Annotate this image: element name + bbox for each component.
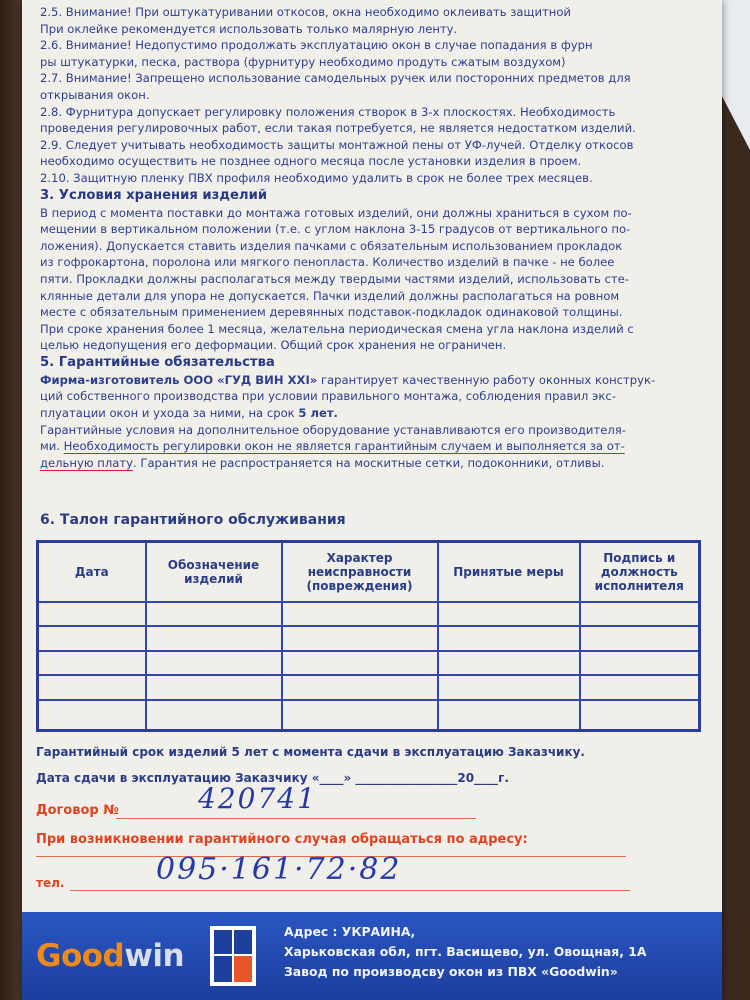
- column-header-measures: Принятые меры: [438, 542, 580, 603]
- warranty-text: ми.: [40, 439, 64, 454]
- warranty-period: 5 лет.: [298, 406, 338, 421]
- column-header-product: Обозначение изделий: [146, 542, 282, 603]
- storage-line: целью недопущения его деформации. Общий срок хранения не ограничен.: [40, 338, 507, 353]
- contact-label: При возникновении гарантийного случая обращаться по адресу:: [36, 832, 528, 847]
- window-logo-icon: [208, 924, 258, 988]
- section-5-title: 5. Гарантийные обязательства: [40, 354, 275, 370]
- storage-line: мещении в вертикальном положении (т.е. с углом наклона 3-15 градусов от вертикального по-: [40, 222, 631, 237]
- underlined-clause: дельную плату: [40, 455, 133, 470]
- storage-line: ложения). Допускается ставить изделия пачками с обязательным использованием прокладок: [40, 238, 623, 253]
- address-line-2: Харьковская обл, пгт. Васищево, ул. Овощная, 1А: [284, 944, 647, 959]
- storage-line: клянные детали для упора не допускается. Пачки изделий должны располагаться на ровном: [40, 288, 620, 303]
- warranty-text: гарантирует качественную работу оконных конструк-: [317, 372, 656, 387]
- section-3-title: 3. Условия хранения изделий: [40, 187, 268, 203]
- storage-line: из гофрокартона, поролона или мягкого пенопласта. Количество изделий в пачке - не более: [40, 255, 615, 270]
- warranty-line: [40, 438, 708, 455]
- column-header-date: Дата: [38, 542, 146, 603]
- column-header-defect: Характер неисправности (повреждения): [282, 542, 438, 603]
- phone-number-handwritten: 095·161·72·82: [156, 852, 402, 887]
- company-name: ООО «ГУД ВИН XXI»: [183, 372, 318, 387]
- instruction-line: 2.9. Следует учитывать необходимость защиты монтажной пены от УФ-лучей. Отделку откосов: [40, 137, 634, 152]
- instruction-line: открывания окон.: [40, 87, 150, 102]
- instruction-line: 2.8. Фурнитура допускает регулировку положения створок в 3-х плоскостях. Необходимость: [40, 104, 616, 119]
- warranty-line: ций собственного производства при условии правильного монтажа, соблюдения правил экс-: [40, 389, 616, 404]
- warranty-line: [40, 455, 708, 472]
- instruction-line: ры штукатурки, песка, раствора (фурнитуру необходимо продуть сжатым воздухом): [40, 54, 566, 69]
- document-text: [40, 4, 708, 471]
- table-row: [38, 651, 700, 675]
- logo-text-good: Good: [36, 938, 125, 974]
- instruction-line: 2.6. Внимание! Недопустимо продолжать эксплуатацию окон в случае попадания в фурн: [40, 38, 593, 53]
- warranty-term: [36, 745, 585, 759]
- warranty-line: [40, 405, 708, 422]
- logo-text-win: win: [124, 938, 185, 974]
- instruction-line: 2.10. Защитную пленку ПВХ профиля необходимо удалить в срок не более трех месяцев.: [40, 170, 593, 185]
- storage-line: пяти. Прокладки должны располагаться между твердыми частями изделий, использовать сте-: [40, 271, 629, 286]
- warranty-term-period: 5 лет: [231, 745, 268, 759]
- table-row: [38, 700, 700, 731]
- phone-underline: [70, 890, 630, 891]
- table-row: [38, 626, 700, 650]
- warranty-text: . Гарантия не распространяется на москитные сетки, подоконники, отливы.: [133, 455, 605, 470]
- instruction-line: проведения регулировочных работ, если такая потребуется, не является недостатком изделий.: [40, 121, 636, 136]
- address-line-3: Завод по производсву окон из ПВХ «Goodwin»: [284, 964, 618, 979]
- address-line-1: Адрес : УКРАИНА,: [284, 924, 416, 939]
- column-header-signature: Подпись и должность исполнителя: [580, 542, 700, 603]
- warranty-document: [22, 0, 722, 1000]
- warranty-line: [40, 372, 708, 389]
- contract-label: Договор №: [36, 803, 119, 818]
- storage-line: В период с момента поставки до монтажа готовых изделий, они должны храниться в сухом по-: [40, 205, 632, 220]
- phone-label: тел.: [36, 876, 65, 890]
- instruction-line: При оклейке рекомендуется использовать только малярную ленту.: [40, 21, 458, 36]
- talon-title: 6. Талон гарантийного обслуживания: [40, 512, 346, 528]
- warranty-text: Фирма-изготовитель: [40, 372, 184, 387]
- warranty-term-text: с момента сдачи в эксплуатацию Заказчику.: [267, 745, 585, 759]
- service-table: [36, 540, 701, 732]
- instruction-line: 2.7. Внимание! Запрещено использование самодельных ручек или посторонних предметов для: [40, 71, 631, 86]
- goodwin-logo: [36, 938, 184, 974]
- warranty-text: плуатации окон и ухода за ними, на срок: [40, 406, 299, 421]
- instruction-line: необходимо осуществить не позднее одного месяца после установки изделия в проем.: [40, 154, 582, 169]
- factory-address: [284, 922, 646, 982]
- instruction-line: 2.5. Внимание! При оштукатуривании откосов, окна необходимо оклеивать защитной: [40, 5, 571, 19]
- contract-number-handwritten: 420741: [198, 782, 317, 815]
- table-row: [38, 602, 700, 626]
- table-row: [38, 675, 700, 699]
- handover-date-line: Дата сдачи в эксплуатацию Заказчику «____» _________________20____г.: [36, 771, 509, 785]
- warranty-line: Гарантийные условия на дополнительное оборудование устанавливаются его производителя-: [40, 422, 626, 437]
- contract-underline: [116, 818, 476, 819]
- storage-line: месте с обязательным применением деревянных подставок-подкладок одинаковой толщины.: [40, 305, 623, 320]
- footer-banner: [22, 912, 722, 1000]
- storage-line: При сроке хранения более 1 месяца, желательна периодическая смена угла наклона изделий с: [40, 321, 634, 336]
- underlined-clause: Необходимость регулировки окон не является гарантийным случаем и выполняется за от-: [63, 439, 625, 454]
- warranty-term-text: Гарантийный срок изделий: [36, 745, 232, 759]
